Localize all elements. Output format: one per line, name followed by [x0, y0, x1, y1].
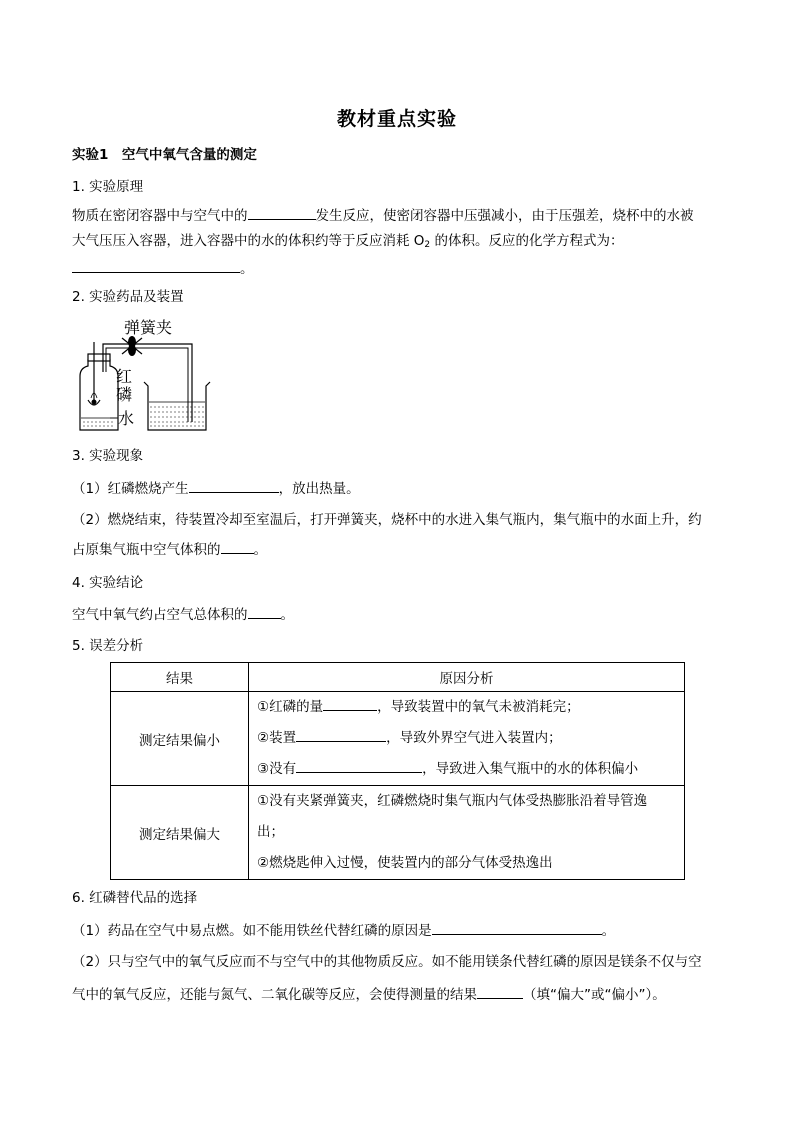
- page-title: 教材重点实验: [336, 108, 457, 130]
- substitute-text-c: 气中的氧气反应，还能与氮气、二氧化碳等反应，会使得测量的结果: [72, 987, 477, 1003]
- principle-text-d: 的体积。反应的化学方程式为：: [430, 233, 624, 249]
- phenomenon-text-c: 占原集气瓶中空气体积的: [72, 542, 221, 558]
- reason-small-3-a: ③没有: [257, 761, 297, 777]
- result-too-small: 测定结果偏小: [111, 692, 249, 786]
- beaker: [144, 382, 210, 430]
- reason-small-1-b: ，导致装置中的氧气未被消耗完；: [377, 699, 580, 715]
- blank-iron-reason[interactable]: [432, 920, 602, 935]
- table-row: [111, 692, 685, 786]
- principle-text-c: 大气压压入容器，进入容器中的水的体积约等于反应消耗 O: [72, 233, 425, 249]
- principle-text-b: 发生反应，使密闭容器中压强减小，由于压强差，烧杯中的水被: [315, 208, 694, 224]
- blank-magnesium-result[interactable]: [477, 984, 523, 999]
- reason-large-2: ②燃烧匙伸入过慢，使装置内的部分气体受热逸出: [257, 855, 553, 871]
- reason-small-2-a: ②装置: [257, 730, 297, 746]
- label-phosphorus: 磷: [116, 385, 133, 404]
- reason-large-1a: ①没有夹紧弹簧夹，红磷燃烧时集气瓶内气体受热膨胀沿着导管逸: [257, 793, 648, 809]
- reason-small-3: [249, 754, 684, 785]
- spring-clip: [122, 336, 142, 356]
- substitute-text-d: （填“偏大”或“偏小”）。: [523, 987, 666, 1003]
- header-reason: 原因分析: [249, 663, 685, 692]
- phenomenon-line-1: [72, 478, 360, 499]
- conclusion-text-b: 。: [280, 607, 294, 623]
- section-1-heading: 1. 实验原理: [72, 179, 144, 195]
- principle-line-3: [72, 258, 254, 279]
- phosphorus: [92, 400, 97, 405]
- header-result: 结果: [111, 663, 249, 692]
- blank-smoke[interactable]: [189, 478, 279, 493]
- section-2-heading: 2. 实验药品及装置: [72, 289, 184, 305]
- principle-text-a: 物质在密闭容器中与空气中的: [72, 208, 248, 224]
- section-6-heading: 6. 红磷替代品的选择: [72, 890, 198, 906]
- reasons-too-large: [249, 786, 685, 880]
- principle-end: 。: [240, 261, 254, 277]
- blank-conclusion[interactable]: [248, 604, 281, 619]
- table-header-row: [111, 663, 685, 692]
- blank-phosphorus-amount[interactable]: [323, 696, 377, 711]
- substitute-line-3: [72, 984, 666, 1005]
- reason-small-1: [249, 692, 684, 723]
- reason-small-2-b: ，导致外界空气进入装置内；: [386, 730, 562, 746]
- substitute-line-2: （2）只与空气中的氧气反应而不与空气中的其他物质反应。如不能用镁条代替红磷的原因是镁条不仅与空: [72, 954, 702, 970]
- gas-bottle: [80, 356, 118, 430]
- phenomenon-line-3: [72, 539, 267, 560]
- substitute-line-1: [72, 920, 615, 941]
- label-red: 红: [116, 367, 133, 386]
- reason-small-1-a: ①红磷的量: [257, 699, 324, 715]
- conclusion-line: [72, 604, 294, 625]
- error-analysis-table: [110, 662, 685, 880]
- result-too-large: 测定结果偏大: [111, 786, 249, 880]
- principle-line-2: [72, 231, 623, 255]
- apparatus-diagram: [70, 314, 220, 434]
- reason-small-2: [249, 723, 684, 754]
- substitute-text-b: 。: [601, 923, 616, 939]
- phenomenon-text-d: 。: [253, 542, 267, 558]
- conclusion-text-a: 空气中氧气约占空气总体积的: [72, 607, 248, 623]
- section-5-heading: 5. 误差分析: [72, 638, 144, 654]
- principle-line-1: [72, 205, 694, 226]
- blank-cooling[interactable]: [296, 758, 422, 773]
- phenomenon-text-b: ，放出热量。: [278, 481, 360, 497]
- section-4-heading: 4. 实验结论: [72, 575, 144, 591]
- reason-large-1b: 出；: [257, 824, 284, 840]
- blank-reactant[interactable]: [248, 205, 316, 220]
- reasons-too-small: [249, 692, 685, 786]
- reason-small-3-b: ，导致进入集气瓶中的水的体积偏小: [422, 761, 639, 777]
- blank-airtightness[interactable]: [296, 727, 386, 742]
- o2-subscript: 2: [424, 240, 431, 250]
- section-3-heading: 3. 实验现象: [72, 448, 144, 464]
- blank-fraction[interactable]: [221, 539, 254, 554]
- stopper: [88, 354, 110, 361]
- label-water: 水: [118, 409, 135, 428]
- blank-equation[interactable]: [72, 258, 240, 273]
- phenomenon-text-a: （1）红磷燃烧产生: [72, 481, 189, 497]
- phenomenon-line-2: （2）燃烧结束，待装置冷却至室温后，打开弹簧夹，烧杯中的水进入集气瓶内，集气瓶中的水面上升，约: [72, 512, 702, 528]
- experiment-heading: 实验1 空气中氧气含量的测定: [72, 147, 257, 163]
- table-row: [111, 786, 685, 880]
- label-spring-clip: 弹簧夹: [124, 318, 173, 337]
- substitute-text-a: （1）药品在空气中易点燃。如不能用铁丝代替红磷的原因是: [72, 923, 432, 939]
